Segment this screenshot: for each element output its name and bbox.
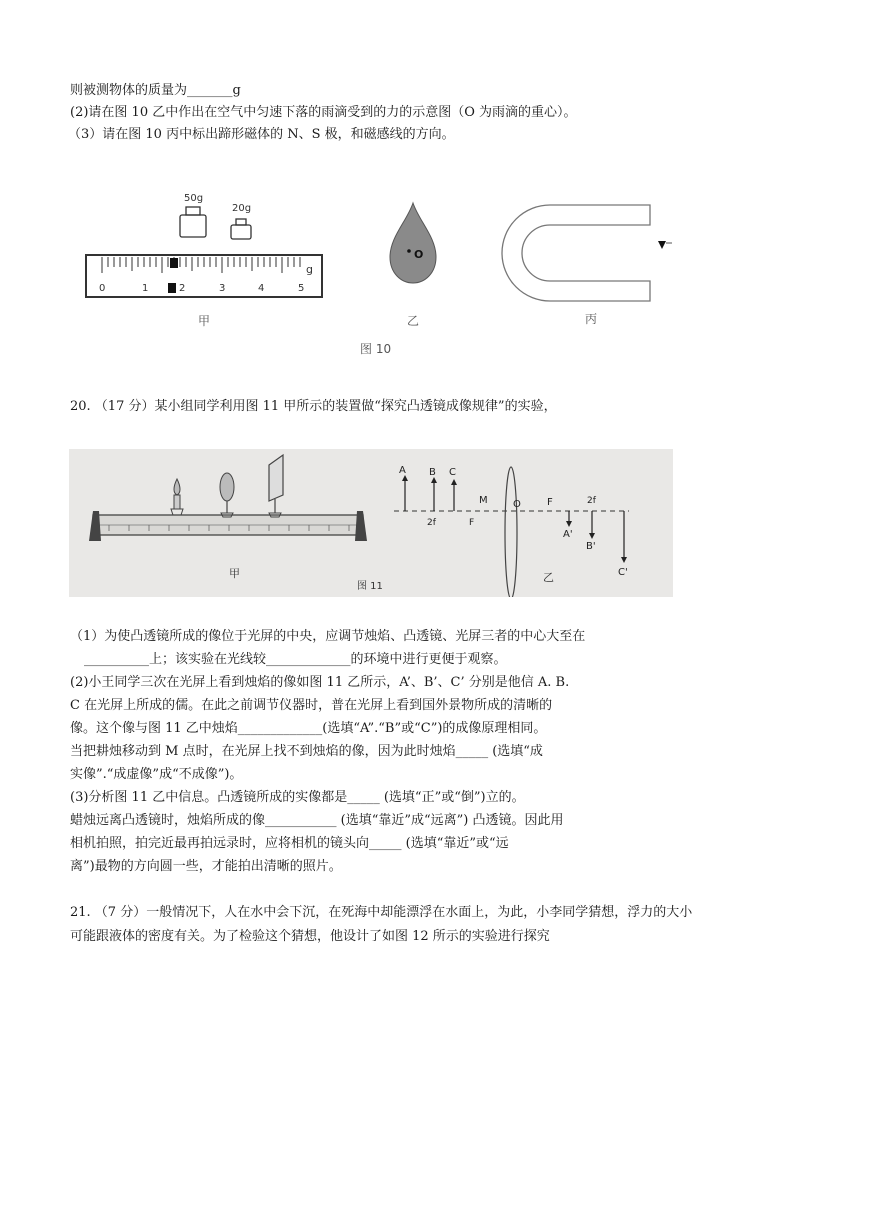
- point-O: O: [513, 499, 521, 510]
- raindrop: [390, 203, 436, 283]
- q20-p2e: 实像”.“成虚像”成“不成像”)。: [70, 767, 243, 782]
- fig10-label-bing: 丙: [585, 312, 598, 326]
- rider-bottom: [168, 283, 176, 293]
- q20-p3a: (3)分析图 11 乙中信息。凸透镜所成的实像都是_____ (选填“正”或“倒”)立的。: [70, 790, 525, 805]
- weight-20g: [231, 203, 251, 239]
- light-screen: [269, 455, 283, 517]
- fig11-label-jia: 甲: [229, 567, 240, 580]
- figure-11: [69, 449, 673, 597]
- weight-50g-label: 50g: [184, 193, 204, 204]
- q21-line2: 可能跟液体的密度有关。为了检验这个猜想，他设计了如图 12 所示的实验进行探究: [70, 929, 550, 944]
- compass-needle-icon: [658, 241, 666, 249]
- candle: [171, 479, 183, 515]
- point-2f-left: 2f: [427, 518, 436, 528]
- mass-scale: [86, 255, 322, 297]
- q20-p2a: (2)小王同学三次在光屏上看到烛焰的像如图 11 乙所示，A’、B’、C’ 分别是他信 A. B.: [70, 675, 570, 690]
- q20-p3b: 蜡烛远离凸透镜时，烛焰所成的像___________ (选填“靠近”成“远离”) 凸透镜。因此用: [70, 813, 564, 828]
- point-F-right: F: [547, 497, 553, 508]
- q21-line1: 21. （7 分）一般情况下，人在水中会下沉，在死海中却能漂浮在水面上，为此，小李同学猜想，浮力的大小: [70, 905, 693, 920]
- fig10-caption: 图 10: [360, 342, 392, 356]
- figure-10: [80, 185, 700, 365]
- q19-line3: （3）请在图 10 丙中标出蹄形磁体的 N、S 极，和磁感线的方向。: [68, 127, 455, 142]
- point-B: B: [429, 467, 436, 478]
- q19-line2: (2)请在图 10 乙中作出在空气中匀速下落的雨滴受到的力的示意图（O 为雨滴的重心）。: [70, 105, 577, 120]
- q20-p1a: （1）为使凸透镜所成的像位于光屏的中央，应调节烛焰、凸透镜、光屏三者的中心大至在: [70, 629, 586, 644]
- horseshoe-magnet: [502, 205, 672, 301]
- q20-p2b: C 在光屏上所成的儒。在此之前调节仪器时，普在光屏上看到国外景物所成的清晰的: [70, 698, 553, 713]
- rider-top: [170, 258, 178, 268]
- point-C-prime: C': [618, 567, 628, 578]
- point-C: C: [449, 467, 456, 478]
- tick-2: 2: [179, 283, 186, 294]
- weight-50g: [180, 193, 206, 237]
- point-A: A: [399, 465, 406, 476]
- point-2f-right: 2f: [587, 496, 596, 506]
- q20-p2d: 当把耕烛移动到 M 点时，在光屏上找不到烛焰的像，因为此时烛焰_____ (选填“成: [70, 744, 543, 759]
- q20-p3c: 相机拍照，拍完近最再拍远录时，应将相机的镜头向_____ (选填“靠近”或“远: [70, 836, 509, 851]
- tick-3: 3: [219, 283, 226, 294]
- fig10-label-yi: 乙: [407, 314, 420, 328]
- fig11-caption: 图 11: [357, 581, 383, 592]
- q20-p1b: __________上；该实验在光线较_____________的环境中进行更便于观察。: [84, 652, 507, 667]
- tick-5: 5: [298, 283, 305, 294]
- q20-p2c: 像。这个像与图 11 乙中烛焰_____________(选填“A”.“B”或“C”)的成像原理相同。: [70, 721, 547, 736]
- fig10-label-jia: 甲: [198, 314, 211, 328]
- point-B-prime: B': [586, 541, 596, 552]
- weight-20g-label: 20g: [232, 203, 252, 214]
- q20-p3d: 离”)最物的方向圆一些，才能拍出清晰的照片。: [70, 859, 342, 874]
- point-A-prime: A': [563, 529, 573, 540]
- ray-diagram: [394, 465, 629, 597]
- fig11-label-yi: 乙: [543, 571, 554, 584]
- q20-title: 20. （17 分）某小组同学利用图 11 甲所示的装置做“探究凸透镜成像规律”的实验，: [70, 399, 557, 414]
- q19-line1: 则被测物体的质量为_______g: [70, 83, 241, 98]
- tick-4: 4: [258, 283, 265, 294]
- lens-ellipse: [505, 467, 517, 597]
- scale-unit: g: [306, 263, 313, 276]
- optical-bench: [89, 455, 367, 541]
- convex-lens: [220, 473, 234, 517]
- drop-center-label: O: [414, 248, 424, 261]
- point-F-left: F: [469, 518, 475, 528]
- tick-0: 0: [99, 283, 106, 294]
- point-M: M: [479, 495, 488, 506]
- tick-1: 1: [142, 283, 149, 294]
